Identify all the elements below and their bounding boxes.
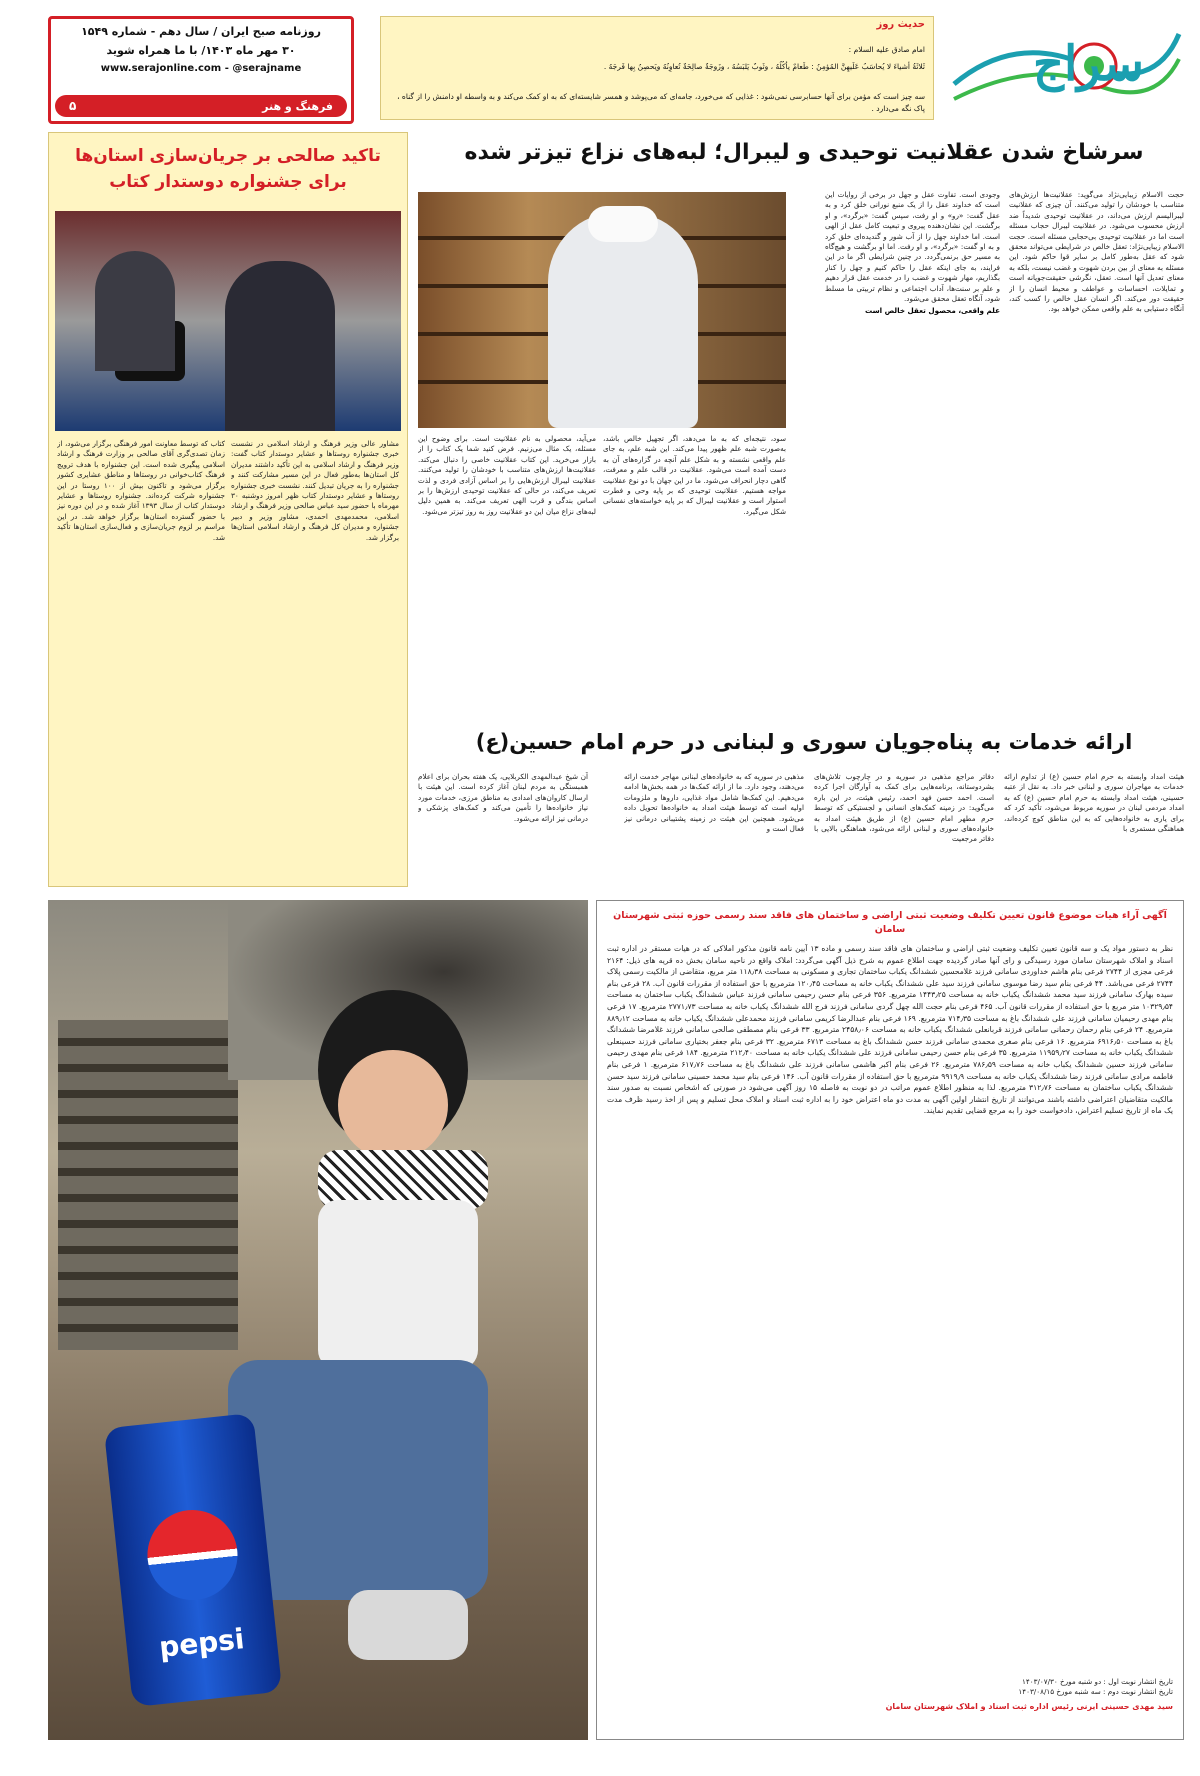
legal-notice bbox=[596, 900, 1184, 1740]
article1-photo bbox=[418, 192, 786, 428]
ruined-building bbox=[58, 1020, 238, 1350]
hadith-box bbox=[380, 16, 934, 120]
article2-box bbox=[48, 132, 408, 887]
notice-signature: سید مهدی حسینی ایرنی رئیس اداره ثبت اسناد و املاک شهرستان سامان bbox=[885, 1701, 1173, 1711]
article3-col3 bbox=[624, 772, 804, 882]
article3-text-2: دفاتر مراجع مذهبی در سوریه و در چارچوب تلاش‌های بشردوستانه، برنامه‌هایی برای کمک به آوارگان اجرا کرده است. احمد حسن فهد احمد، رئیس هیئت، در این باره می‌گوید: در زمینه کمک‌های انسانی و لجستیکی که توسط حرم مطهر امام حسین (ع) از طریق هیئت امداد به خانواده‌های سوری و لبنانی ارائه می‌شود، هماهنگی بالایی با دفاتر مرجعیت bbox=[814, 772, 994, 844]
article1-text-4: می‌آید، محصولی به نام عقلانیت است. برای وضوح این مسئله، یک مثال می‌زنیم. فرض کنید شما یک کتاب را از بازار می‌خرید. این کتاب عقلانیت خاصی را دنبال می‌کند. عقلانیت‌ها ارزش‌های متناسب با خودشان را تولید می‌کنند. عقلانیت لیبرال ارزش‌هایی را بر اساس آزادی فردی و لذت تعریف می‌کند، در حالی که عقلانیت توحیدی ارزش‌ها را بر اساس بندگی و قرب الهی تعریف می‌کند. به همین دلیل لبه‌های نزاع میان این دو عقلانیت روز به روز تیزتر می‌شود. bbox=[418, 434, 596, 516]
paper-info bbox=[48, 16, 354, 124]
article3-col1 bbox=[1004, 772, 1184, 882]
notice-title: آگهی آراء هیات موضوع قانون تعیین تکلیف وضعیت ثبتی اراضی و ساختمان های فاقد سند رسمی حوزه ثبتی شهرستان سامان bbox=[613, 910, 1167, 935]
notice-date-1: تاریخ انتشار نوبت اول : دو شنبه مورخ ۱۴۰۳/۰۷/۳۰ bbox=[1022, 1677, 1173, 1686]
article1-text-1: حجت الاسلام زیبایی‌نژاد می‌گوید: عقلانیت‌ها ارزش‌های متناسب با خودشان را تولید می‌کنند. آن چیزی که عقلانیت لیبرالیسم ارزش می‌داند، در عقلانیت توحیدی شدیداً ضد ارزش محسوب می‌شود. در عقلانیت لیبرال حجاب مسئله است اما در عقلانیت توحیدی بی‌حجابی مسئله است. حجت الاسلام زیبایی‌نژاد: تعقل خالص در شرایطی می‌تواند محقق شود که عقل به‌طور کامل بر سایر قوا حاکم شود. این مسئله به معنای از بین بردن شهوت و غضب نیست، بلکه به معنای تعدیل آنها است. تعقل، نگرشی حقیقت‌جویانه است و تمایلات، احساسات و عواطف و محیط انسان را از حقیقت دور می‌کند. اگر انسان عقل خالص را کسب کند، آنگاه دستیابی به علم واقعی ممکن خواهد بود. bbox=[1009, 190, 1184, 314]
pepsi-logo-icon bbox=[143, 1506, 242, 1605]
article2-headline: تاکید صالحی بر جریان‌سازی استان‌ها برای جشنواره دوستدار کتاب bbox=[75, 146, 381, 192]
article2-text-1: مشاور عالی وزیر فرهنگ و ارشاد اسلامی در نشست خبری جشنواره روستاها و عشایر دوستدار کتاب گفت: وزیر فرهنگ و ارشاد اسلامی به این تأکید داشتند مدیران کل استان‌ها به‌طور فعال در این مسیر مشارکت کنند و جشنواره را به جریان تبدیل کنند. نشست خبری جشنواره روستاها و عشایر دوستدار کتاب ظهر امروز دوشنبه ۳۰ مهرماه با حضور سید عباس صالحی وزیر فرهنگ و ارشاد اسلامی، محمدمهدی احمدی، مشاور وزیر و دبیر جشنواره و مدیران کل فرهنگ و ارشاد اسلامی استان‌ها برگزار شد. bbox=[231, 439, 399, 542]
notice-body: نظر به دستور مواد یک و سه قانون تعیین تکلیف وضعیت ثبتی اراضی و ساختمان های فاقد سند رسمی و ماده ۱۳ آیین نامه قانون مذکور املاکی که در هیات مستقر در اداره ثبت اسناد و املاک شهرستان سامان مورد رسیدگی و رای آنها صادر گردیده جهت اطلاع عموم به شرح ذیل آگهی می‌گردد: املاک واقع در ناحیه سامان بخش ده قریه های ذیل: ۲۱۶۴ فرعی مجزی از ۲۷۴۴ فرعی بنام هاشم خداوردی سامانی فرزند غلامحسین ششدانگ یکباب ساختمان تجاری و مسکونی به مساحت ۱۱۸٫۳۸ متر مربع، متقاضی از مالکیت رسمی پلاک ۲۷۴۴ فرعی می‌باشد. ۴۴ فرعی بنام سید رضا موسوی سامانی فرزند سید علی ششدانگ یکباب خانه به مساحت ۱۲۰٫۴۵ مترمربع با حق استفاده از مقررات قانون آب. ۲۸ فرعی بنام سیده بهارک سامانی فرزند سید محمد ششدانگ یکباب خانه به مساحت ۱۴۴۳٫۲۵ مترمربع. ۳۵۶ فرعی بنام حسن رحیمی سامانی فرزند عباس ششدانگ یکباب ساختمان به مساحت ۱۰۳۲۹٫۵۴ متر مربع با حق استفاده از مقررات قانون آب. ۴۶۵ فرعی بنام حجت الله چهل گردی سامانی فرزند فرج الله ششدانگ یکباب خانه به مساحت ۲۷۷۱٫۷۳ مترمربع. ۱۷ فرعی بنام مهدی رحیمیان سامانی فرزند علی ششدانگ باغ به مساحت ۷۱۴٫۳۵ مترمربع. ۱۶۹ فرعی بنام عبدالرضا کریمی سامانی فرزند محمدعلی ششدانگ یکباب خانه به مساحت ۸۸۹٫۱۲ مترمربع. ۲۴ فرعی بنام رحمان رحمانی سامانی فرزند قربانعلی ششدانگ یکباب خانه به مساحت ۲۴۵۸٫۰۶ مترمربع. ۳۳ فرعی بنام مصطفی صالحی سامانی فرزند غلامرضا ششدانگ باغ به مساحت ۶۹۱۶٫۵۰ مترمربع. ۱۶ فرعی بنام صغری محمدی سامانی فرزند حسن ششدانگ باغ به مساحت ۶۷۱۳ مترمربع. ۳۲ فرعی بنام جعفر بختیاری سامانی فرزند حسینعلی ششدانگ یکباب خانه به مساحت ۱۱۹۵۹٫۲۷ مترمربع. ۳۵ فرعی بنام حسن رحیمی سامانی فرزند علی ششدانگ یکباب خانه به مساحت ۲۱۲٫۴۰ مترمربع. ۱۸۴ فرعی بنام مهدی رحیمی سامانی فرزند حسین ششدانگ یکباب خانه به مساحت ۷۸۶٫۵۹ مترمربع. ۲۶ فرعی بنام اکبر هاشمی سامانی فرزند علی ششدانگ باغ به مساحت ۶۱۷٫۷۶ مترمربع. ۱ فرعی بنام فاطمه مرادی سامانی فرزند رضا ششدانگ یکباب خانه به مساحت ۹۹۱۹٫۹ مترمربع با حق استفاده از مقررات قانون آب. ۱۴۶ فرعی بنام سید محمد حسینی سامانی فرزند سید حسن ششدانگ یکباب ساختمان به مساحت ۳۱۲٫۷۶ مترمربع. لذا به منظور اطلاع عموم مراتب در دو نوبت به فاصله ۱۵ روز آگهی می‌شود در صورتی که اشخاص نسبت به صدور سند مالکیت متقاضیان اعتراضی داشته باشند می‌توانند از تاریخ انتشار اولین آگهی به مدت دو ماه اعتراض خود را به اداره ثبت اسناد و املاک محل تسلیم و پس از اخذ رسید ظرف مدت یک ماه از تاریخ تسلیم اعتراض، دادخواست خود را به مرجع قضایی تقدیم نمایند. bbox=[607, 944, 1173, 1116]
article1-text-2a: وجودی است. تفاوت عقل و جهل در برخی از روایات این است که خداوند عقل را از یک منبع نورانی خلق کرد و به عقل گفت: «رو» و او رفت، سپس گفت: «برگرد»، و او برگشت. این نشان‌دهنده پیروی و تبعیت کامل عقل از الهی است. اما خداوند جهل را از آب شور و گندیده‌ای خلق کرد و به او گفت: «برگرد»، و او رفت. اما او برگشت و هیچ‌گاه به مسیر حق برنمی‌گردد. در چنین شرایطی اگر ما در این فرایند، به جای اینکه عقل را حاکم کنیم و جهل را کنار بگذاریم، مهار شهوت و غضب را در خدمت عقل قرار دهیم و علم بر سنت‌ها، آداب اجتماعی و نظام تربیتی ما مسلط شود، آنگاه تعقل محقق می‌شود. bbox=[825, 190, 1000, 304]
paper-line: روزنامه صبح ایران / سال دهم - شماره ۱۵۴۹ bbox=[81, 25, 321, 38]
pepsi-can bbox=[104, 1413, 282, 1707]
child-pepsi-photo bbox=[48, 900, 588, 1740]
article1-col4 bbox=[418, 434, 596, 732]
cleric-figure bbox=[548, 212, 698, 428]
article3-col2 bbox=[814, 772, 994, 882]
article2-col-right bbox=[231, 439, 399, 881]
article3-col4 bbox=[418, 772, 588, 882]
article1-subhead: علم واقعی، محصول تعقل خالص است bbox=[864, 306, 1000, 316]
second-figure bbox=[95, 251, 175, 371]
article1-headline: سرشاخ شدن عقلانیت توحیدی و لیبرال؛ لبه‌های نزاع تیزتر شده bbox=[464, 140, 1144, 165]
hadith-persian: سه چیز است که مؤمن برای آنها حسابرسی نمی‌شود : غذایی که می‌خورد، جامه‌ای که می‌پوشد و همسر شایسته‌ای که به او کمک می‌کند و به واسطه او دامنش را از گناه ، پاک نگه می‌دارد . bbox=[397, 92, 925, 113]
logo[interactable] bbox=[944, 14, 1184, 118]
child-face bbox=[338, 1050, 448, 1160]
website[interactable]: www.serajonline.com - @serajname bbox=[100, 63, 302, 74]
child-shirt bbox=[318, 1200, 478, 1370]
sneaker bbox=[348, 1590, 468, 1660]
section-bar bbox=[55, 95, 347, 117]
article1-text-3: سود، نتیجه‌ای که به ما می‌دهد، اگر تجهیل خالص باشد، به‌صورت شبه علم ظهور پیدا می‌کند. این شبه علم، به جای علم واقعی نشسته و به شکل علم آنچه در گزاره‌های آن به دست آمده است می‌شود. عقلانیت در قالب علم و معرفت، گاهی دچار انحراف می‌شود. ما در این جهان با دو نوع عقلانیت مواجه هستیم. عقلانیت توحیدی که بر پایه وحی و فطرت استوار است و عقلانیت لیبرال که بر پایه خواسته‌های نفسانی شکل می‌گیرد. bbox=[603, 434, 786, 516]
pepsi-can-label: pepsi bbox=[157, 1622, 246, 1664]
page-number: ۵ bbox=[69, 99, 77, 113]
article3-text-3: مذهبی در سوریه که به خانواده‌های لبنانی مهاجر خدمت ارائه می‌دهند، وجود دارد. ما از ارائه کمک‌ها در همه بخش‌ها ادامه می‌دهیم. این کمک‌ها شامل مواد غذایی، داروها و ملزومات اولیه است که توسط هیئت امداد به خانواده‌ها تحویل داده می‌شود. همچنین این هیئت در زمینه پشتیبانی درمانی نیز فعال است و bbox=[624, 772, 804, 834]
article1-col3 bbox=[603, 434, 786, 732]
article3-text-4: آن شیخ عبدالمهدی الکربلایی، یک هفته بحران برای اعلام همبستگی به مردم لبنان آغاز کرده است. این هیئت با ارسال کاروان‌های امدادی به مناطق مرزی، خدمات مورد نیاز خانواده‌ها را تأمین می‌کند و کمک‌های پزشکی و درمانی نیز ارائه می‌شود. bbox=[418, 772, 588, 823]
logo-text: سراج bbox=[1032, 36, 1144, 92]
hadith-title: حدیث روز bbox=[876, 19, 925, 30]
turban-icon bbox=[588, 206, 658, 242]
date-line: ۳۰ مهر ماه ۱۴۰۳/ با ما همراه شوید bbox=[106, 44, 296, 57]
article3-text-1: هیئت امداد وابسته به حرم امام حسین (ع) از تداوم ارائه خدمات به مهاجران سوری و لبنانی خبر داد. به نقل از عتبه حسینی، هیئت امداد وابسته به حرم امام حسین (ع) که به امداد مردمی لبنان در سوریه مربوط می‌شود، تأکید کرد که برای یاری به خانواده‌هایی که به این مناطق کوچ کرده‌اند، هماهنگی مستمری با bbox=[1004, 772, 1184, 834]
article2-text-2: کتاب که توسط معاونت امور فرهنگی برگزار می‌شود، از زمان تصدی‌گری آقای صالحی بر وزارت فرهنگ و ارشاد اسلامی پیگیری شده است. این جشنواره با هدف ترویج فرهنگ کتاب‌خوانی در روستاها و مناطق عشایری کشور برگزار می‌شود و تاکنون بیش از ۱۰۰ روستا در این جشنواره شرکت کرده‌اند. جشنواره روستاها و عشایر دوستدار کتاب از سال ۱۳۹۳ آغاز شده و در این دوره نیز با حضور گسترده استان‌ها برگزار خواهد شد. در این مراسم بر لزوم جریان‌سازی و فعال‌سازی استان‌ها تأکید شد. bbox=[57, 439, 225, 542]
hadith-source: امام صادق علیه السلام : bbox=[848, 45, 925, 54]
hadith-arabic: ثَلاثَةُ أشياءَ لا يُحاسَبُ عَلَيهِنَّ المُؤمِنُ : طَعامٌ يأكُلُهُ ، وثَوبٌ يَلبَسُهُ ، وزَوجَةٌ صالِحَةٌ تُعاوِنُهُ ويَحصِنُ بِها فَرجَهُ . bbox=[603, 62, 925, 71]
article2-col-left bbox=[57, 439, 225, 881]
article2-photo bbox=[55, 211, 401, 431]
speaker-figure bbox=[225, 261, 335, 431]
section-name: فرهنگ و هنر bbox=[262, 99, 333, 113]
article1-col2 bbox=[825, 190, 1000, 730]
article1-col1 bbox=[1009, 190, 1184, 730]
notice-date-2: تاریخ انتشار نوبت دوم : سه شنبه مورخ ۱۴۰۳/۰۸/۱۵ bbox=[1018, 1687, 1173, 1697]
article3-headline: ارائه خدمات به پناه‌جویان سوری و لبنانی در حرم امام حسین(ع) bbox=[475, 730, 1133, 754]
